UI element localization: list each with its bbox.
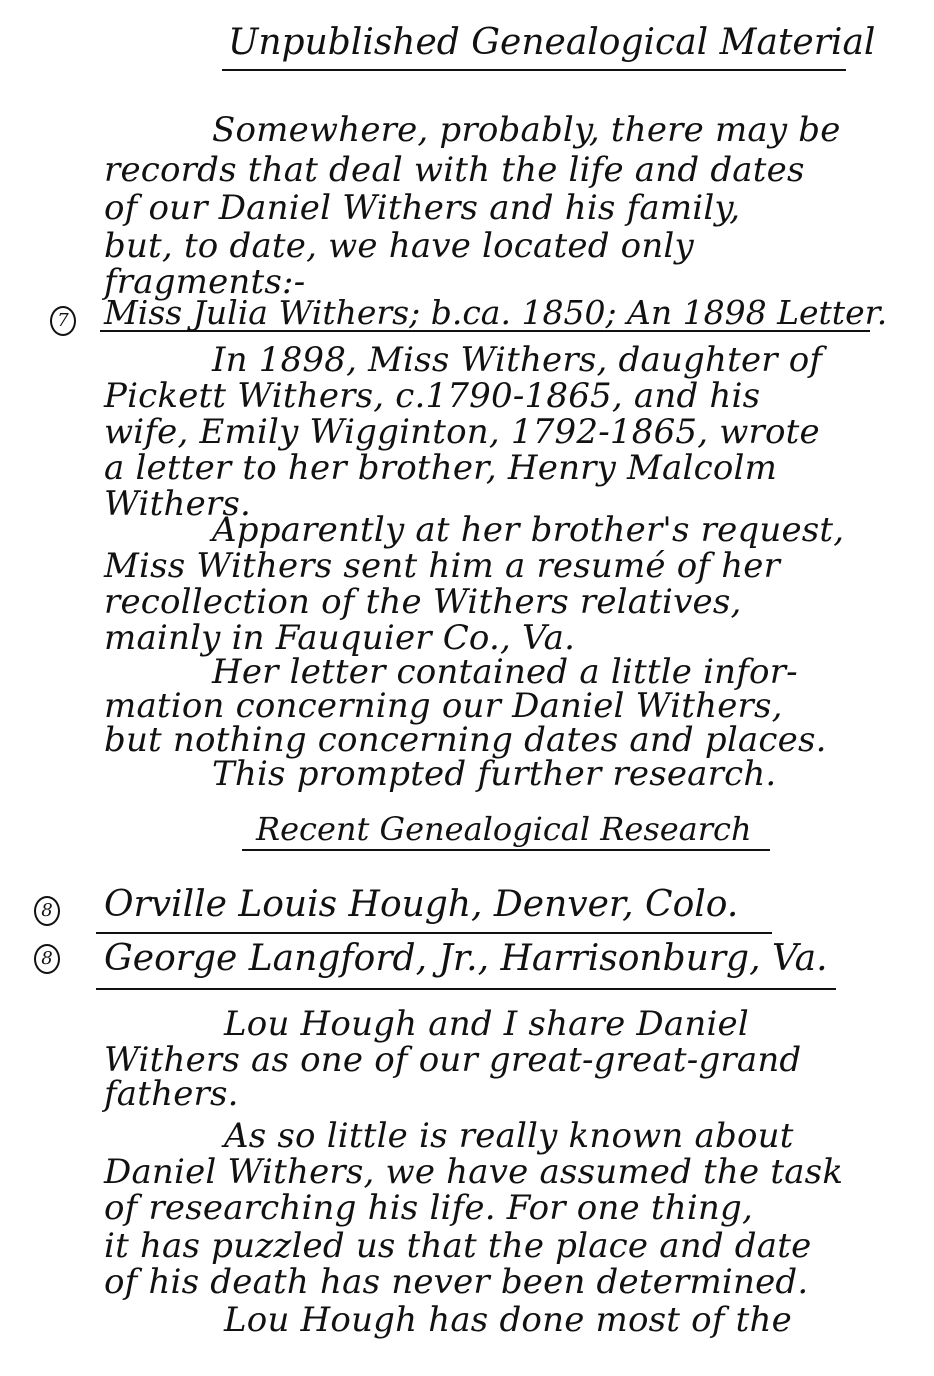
entry-text-line: Apparently at her brother's request, <box>212 510 845 550</box>
intro-line: records that deal with the life and dates <box>104 150 805 190</box>
entry-text-line: Miss Withers sent him a resumé of her <box>104 546 781 586</box>
section-title-underline <box>242 849 770 851</box>
body-text-line: it has puzzled us that the place and date <box>104 1226 812 1266</box>
entry-heading-underline <box>96 988 836 990</box>
entry-heading: Orville Louis Hough, Denver, Colo. <box>104 884 739 925</box>
body-text-line: As so little is really known about <box>224 1116 794 1156</box>
body-text-line: of his death has never been determined. <box>104 1262 809 1302</box>
entry-text-line: Pickett Withers, c.1790-1865, and his <box>104 376 761 416</box>
body-text-line: Lou Hough and I share Daniel <box>224 1004 749 1044</box>
entry-text-line: recollection of the Withers relatives, <box>104 582 742 622</box>
entry-text-line: a letter to her brother, Henry Malcolm <box>104 448 778 488</box>
entry-text-line: but nothing concerning dates and places. <box>104 720 827 760</box>
body-text-line: Daniel Withers, we have assumed the task <box>104 1152 844 1192</box>
entry-text-line: mation concerning our Daniel Withers, <box>104 686 783 726</box>
entry-heading-underline <box>96 932 772 934</box>
intro-line: but, to date, we have located only <box>104 226 694 266</box>
entry-heading: George Langford, Jr., Harrisonburg, Va. <box>104 938 828 979</box>
section-title: Recent Genealogical Research <box>256 810 752 848</box>
entry-text-line: Withers. <box>104 484 252 524</box>
entry-number-badge: 8 <box>34 896 60 926</box>
intro-line: Somewhere, probably, there may be <box>212 110 841 150</box>
entry-text-line: In 1898, Miss Withers, daughter of <box>212 340 823 380</box>
intro-line: fragments:- <box>104 262 306 302</box>
page-title: Unpublished Genealogical Material <box>228 22 876 63</box>
entry-number-badge: 7 <box>50 306 76 336</box>
entry-text-line: wife, Emily Wigginton, 1792-1865, wrote <box>104 412 820 452</box>
intro-line: of our Daniel Withers and his family, <box>104 188 741 228</box>
body-text-line: of researching his life. For one thing, <box>104 1188 753 1228</box>
entry-number-badge: 8 <box>34 944 60 974</box>
body-text-line: Lou Hough has done most of the <box>224 1300 792 1340</box>
entry-heading: Miss Julia Withers; b.ca. 1850; An 1898 Letter. <box>104 293 888 332</box>
entry-text-line: This prompted further research. <box>212 754 777 794</box>
entry-heading-underline <box>100 330 870 332</box>
body-text-line: Withers as one of our great-great-grand <box>104 1040 802 1080</box>
entry-text-line: Her letter contained a little infor- <box>212 652 798 692</box>
title-underline <box>222 69 846 71</box>
entry-text-line: mainly in Fauquier Co., Va. <box>104 618 576 658</box>
body-text-line: fathers. <box>104 1074 239 1114</box>
